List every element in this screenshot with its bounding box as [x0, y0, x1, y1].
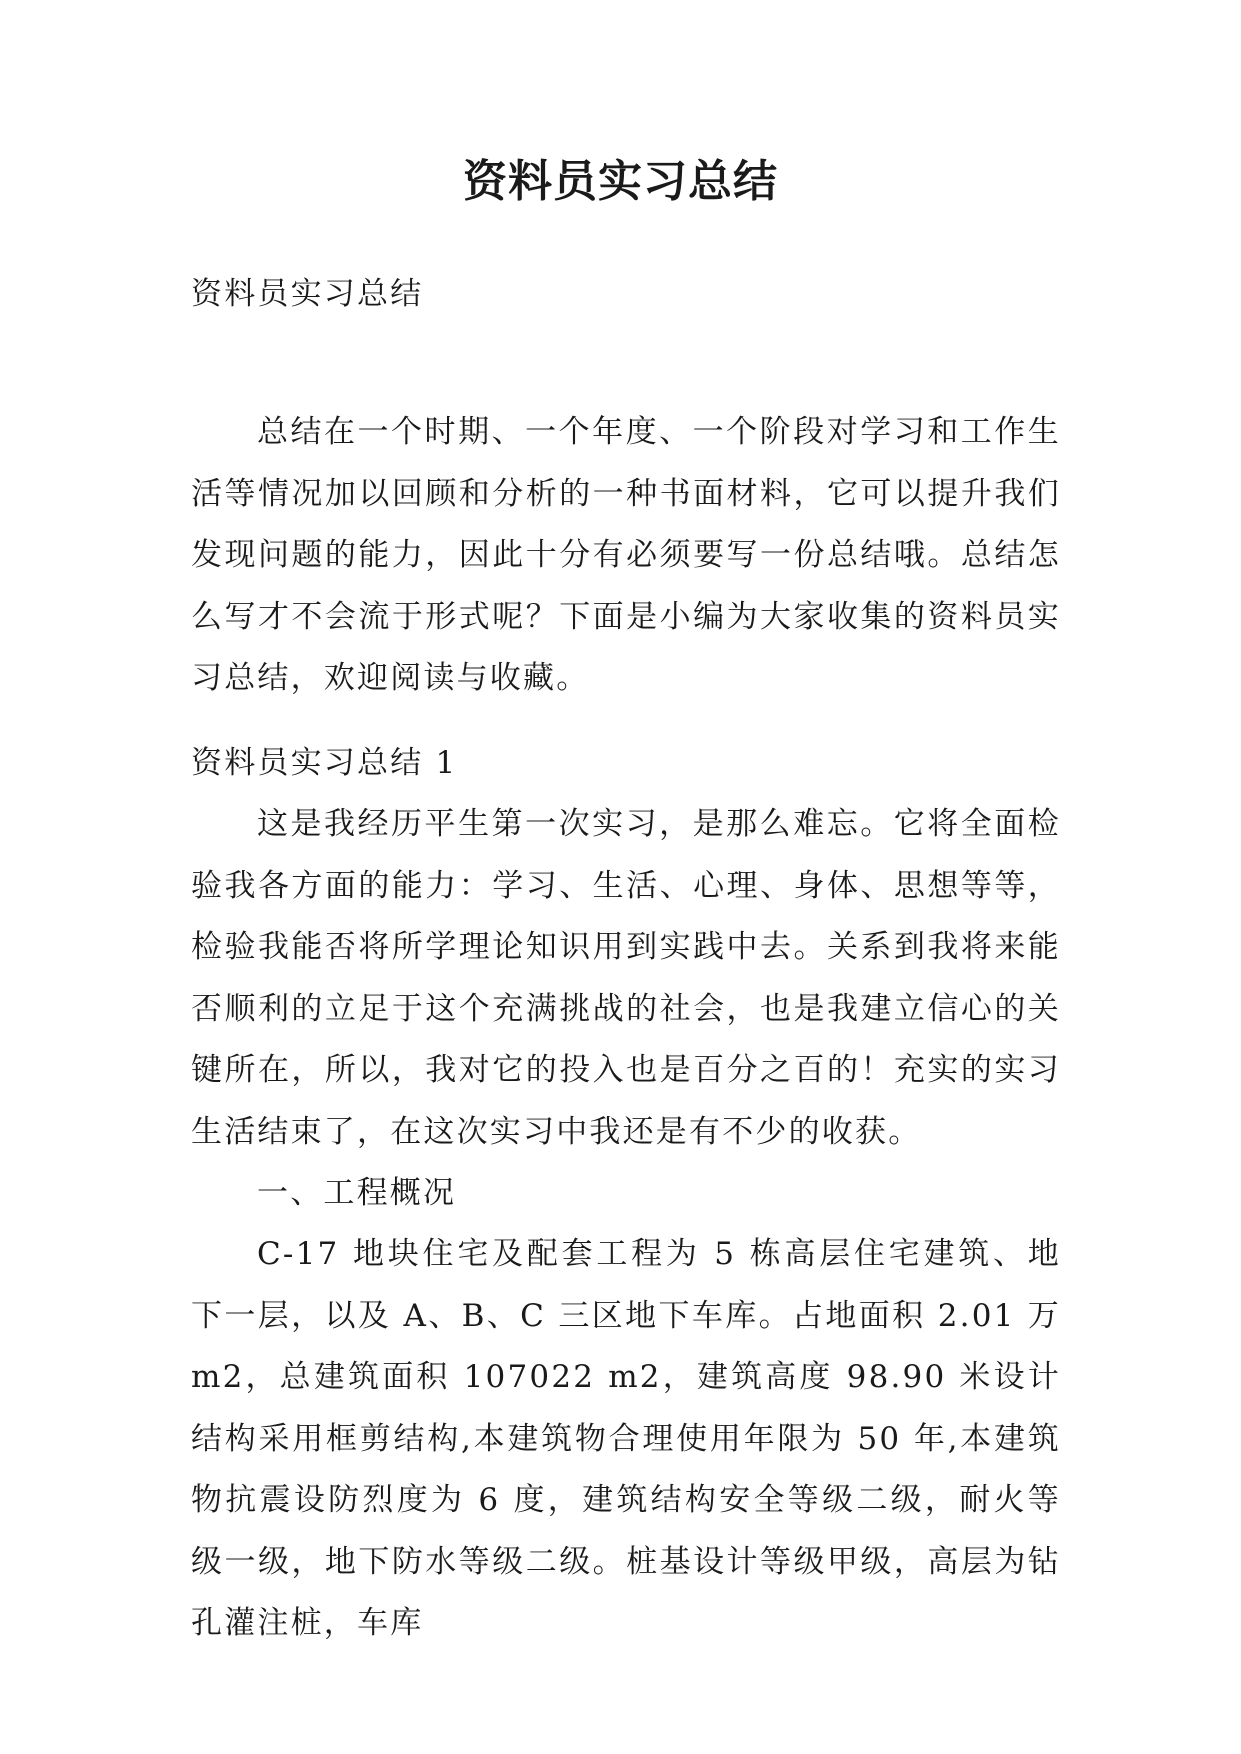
section-paragraph: 这是我经历平生第一次实习，是那么难忘。它将全面检验我各方面的能力：学习、生活、心理、身体、思想等等，检验我能否将所学理论知识用到实践中去。关系到我将来能否顺利的立足于这个充满挑战的社会，也是我建立信心的关键所在，所以，我对它的投入也是百分之百的！充实的实习生活结束了，在这次实习中我还是有不少的收获。 [191, 806, 1061, 1150]
project-overview-paragraph: C-17 地块住宅及配套工程为 5 栋高层住宅建筑、地下一层，以及 A、B、C 三区地下车库。占地面积 2.01 万 m2，总建筑面积 107022 m2，建筑高度 98.90 米设计结构采用框剪结构,本建筑物合理使用年限为 50 年,本建筑物抗震设防烈度为 6 度，建筑结构安全等级二级，耐火等级一级，地下防水等级二级。桩基设计等级甲级，高层为钻孔灌注桩，车库 [191, 1236, 1061, 1641]
page-title: 资料员实习总结 [463, 156, 778, 207]
subsection-heading: 一、工程概况 [257, 1175, 457, 1211]
section-heading: 资料员实习总结 1 [191, 745, 458, 781]
intro-paragraph: 总结在一个时期、一个年度、一个阶段对学习和工作生活等情况加以回顾和分析的一种书面材料，它可以提升我们发现问题的能力，因此十分有必须要写一份总结哦。总结怎么写才不会流于形式呢？下面是小编为大家收集的资料员实习总结，欢迎阅读与收藏。 [191, 414, 1061, 696]
document-subtitle: 资料员实习总结 [191, 276, 424, 312]
